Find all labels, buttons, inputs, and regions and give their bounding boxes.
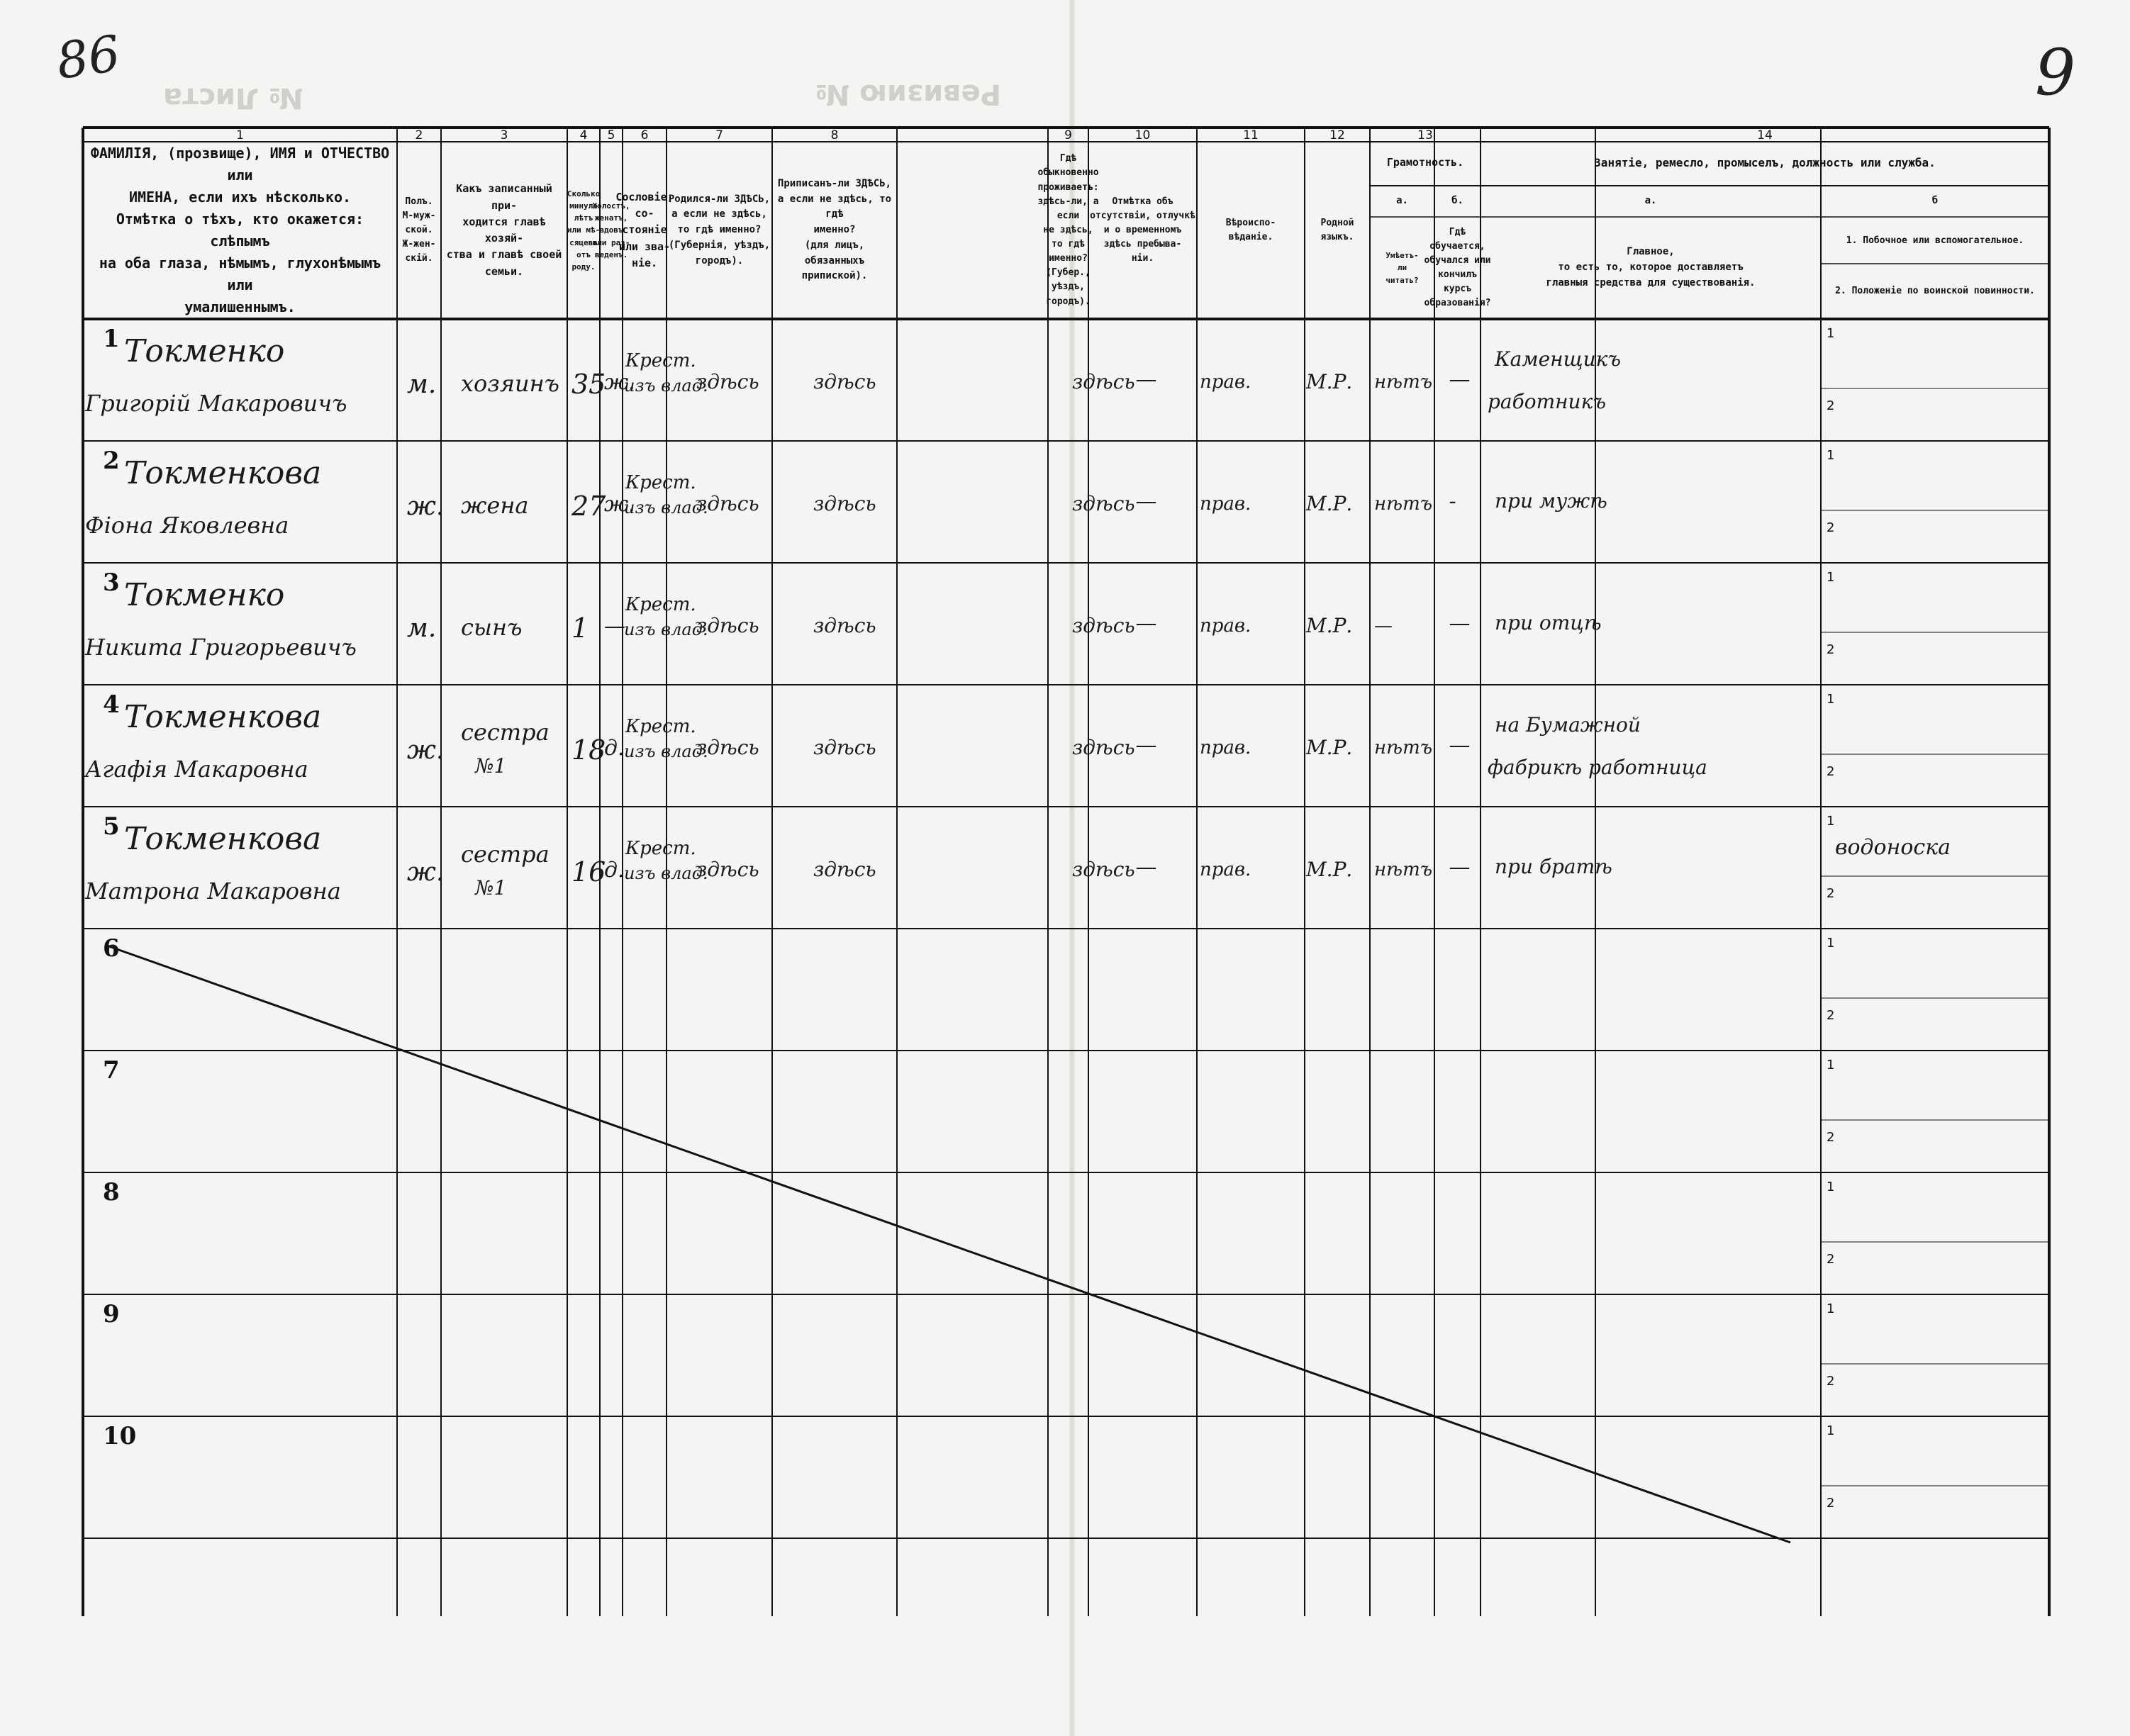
bleed-through-text: Ревизию № [815, 78, 1001, 111]
surname: Токменкова [124, 699, 322, 735]
marital-status: ж. [604, 492, 635, 517]
header-occupation-a-label: а. [1644, 195, 1657, 207]
native-language: М.Р. [1306, 370, 1353, 393]
slot-label-1: 1 [1827, 1423, 1835, 1438]
estate: Крест. [625, 350, 696, 371]
religion: прав. [1200, 737, 1251, 758]
sheet-number-note: 9 [2035, 35, 2076, 110]
header-literacy: Грамотность. [1386, 156, 1464, 169]
religion: прав. [1200, 493, 1251, 515]
column-number: 12 [1329, 128, 1345, 142]
native-language: М.Р. [1306, 492, 1353, 515]
slot-label-2: 2 [1827, 520, 1835, 535]
row-number: 3 [103, 569, 120, 597]
slot-label-2: 2 [1827, 886, 1835, 901]
header-sex: Полъ. М-муж- ской. Ж-жен- скій. [402, 196, 436, 264]
registration: здѣсь [813, 492, 876, 515]
column-number: 9 [1064, 128, 1072, 142]
marital-status: д. [604, 736, 625, 761]
native-language: М.Р. [1306, 736, 1353, 759]
slot-label-2: 2 [1827, 398, 1835, 413]
religion: прав. [1200, 371, 1251, 393]
column-number: 14 [1757, 128, 1773, 142]
column-number: 13 [1417, 128, 1433, 142]
relation: сестра [461, 841, 550, 868]
header-military-status: 2. Положеніе по воинской повинности. [1835, 285, 2035, 296]
registration: здѣсь [813, 858, 876, 881]
column-number: 6 [640, 128, 649, 142]
given-names: Агафія Макаровна [85, 756, 308, 783]
row-number: 8 [103, 1178, 120, 1206]
literacy: нѣтъ [1374, 371, 1433, 393]
relation-ref: №1 [475, 876, 507, 900]
estate-detail: изъ влад. [624, 863, 708, 883]
registration: здѣсь [813, 736, 876, 759]
header-absence: Отмѣтка объ отсутствіи, отлучкѣ и о временномъ здѣсь пребыва- ніи. [1090, 196, 1195, 264]
side-occupation: водоноска [1835, 835, 1951, 860]
main-occupation: при отцѣ [1495, 611, 1602, 634]
slot-label-2: 2 [1827, 642, 1835, 657]
slot-label-2: 2 [1827, 764, 1835, 779]
slot-label-1: 1 [1827, 448, 1835, 463]
slot-label-1: 1 [1827, 326, 1835, 341]
estate-detail: изъ влад. [624, 498, 708, 517]
header-can-read: Умѣетъ- ли читать? [1385, 251, 1419, 285]
literacy: нѣтъ [1374, 859, 1433, 880]
estate: Крест. [625, 716, 696, 737]
slot-label-2: 2 [1827, 1008, 1835, 1023]
education: — [1449, 733, 1471, 758]
slot-label-1: 1 [1827, 1058, 1835, 1073]
literacy: нѣтъ [1374, 493, 1433, 515]
main-occupation: Каменщикъ [1495, 347, 1622, 371]
row-number: 2 [103, 447, 120, 475]
header-education: Гдѣ обучается, обучался или кончилъ курсъ образованія? [1424, 226, 1491, 309]
sex: ж. [407, 736, 445, 765]
column-number: 4 [579, 128, 588, 142]
absence: — [1135, 489, 1157, 514]
absence: — [1135, 733, 1157, 758]
birthplace: здѣсь [696, 492, 759, 515]
age: 1 [571, 612, 589, 644]
column-number: 7 [715, 128, 723, 142]
residence: здѣсь [1072, 370, 1135, 393]
header-residence: Гдѣ обыкновенно проживаетъ: здѣсь-ли, а если не здѣсь, то гдѣ именно? (Губер., уѣздъ, городъ). [1037, 153, 1099, 307]
surname: Токменко [124, 577, 285, 613]
row-number: 1 [103, 325, 120, 353]
estate: Крест. [625, 472, 696, 493]
religion: прав. [1200, 615, 1251, 637]
birthplace: здѣсь [696, 858, 759, 881]
age: 18 [571, 734, 606, 766]
header-religion: Вѣроиспо- вѣданіе. [1225, 217, 1276, 242]
row-number: 4 [103, 690, 120, 719]
birthplace: здѣсь [696, 614, 759, 637]
absence: — [1135, 611, 1157, 636]
surname: Токменко [124, 333, 285, 369]
column-number: 10 [1134, 128, 1151, 142]
header-age: Сколько минуло лѣтъ или мѣ- сяцевъ отъ роду. [567, 189, 601, 271]
marital-status: ж. [604, 370, 635, 395]
sex: ж. [407, 858, 445, 887]
slot-label-1: 1 [1827, 936, 1835, 951]
given-names: Фіона Яковлевна [85, 512, 289, 539]
slot-label-1: 1 [1827, 1301, 1835, 1316]
religion: прав. [1200, 859, 1251, 880]
column-number: 8 [830, 128, 839, 142]
header-estate: Сословіе, со- стояніе или зва- ніе. [615, 190, 674, 269]
row-number: 7 [103, 1056, 120, 1085]
slot-label-2: 2 [1827, 1252, 1835, 1267]
marital-status: д. [604, 858, 625, 883]
relation: хозяинъ [461, 370, 559, 397]
column-number: 11 [1243, 128, 1259, 142]
header-main-occupation: Главное, то есть то, которое доставляетъ главныя средства для существованія. [1546, 246, 1756, 289]
relation: жена [461, 492, 529, 519]
slot-label-2: 2 [1827, 1374, 1835, 1389]
residence: здѣсь [1072, 858, 1135, 881]
row-number: 10 [103, 1422, 137, 1450]
age: 35 [571, 369, 606, 400]
slot-label-1: 1 [1827, 1180, 1835, 1194]
header-occupation: Занятіе, ремесло, промыселъ, должность или служба. [1594, 155, 1936, 169]
bleed-through-text: № Листа [163, 82, 303, 114]
header-literacy-a-label: а. [1396, 195, 1408, 207]
residence: здѣсь [1072, 736, 1135, 759]
sex: м. [407, 614, 437, 643]
education: — [1449, 367, 1471, 392]
slot-label-1: 1 [1827, 814, 1835, 829]
cross-out-line [105, 945, 1790, 1542]
slot-label-1: 1 [1827, 692, 1835, 707]
estate-detail: изъ влад. [624, 741, 708, 761]
header-birthplace: Родился-ли ЗДѢСЬ, а если не здѣсь, то гдѣ именно? (Губернія, уѣздъ, городъ). [668, 193, 771, 267]
literacy: — [1374, 615, 1393, 637]
archive-page-note: 86 [52, 24, 124, 91]
native-language: М.Р. [1306, 858, 1353, 881]
header-name: ФАМИЛІЯ, (прозвище), ИМЯ и ОТЧЕСТВО или ИМЕНА, если ихъ нѣсколько. Отмѣтка о тѣхъ, кто окажется: слѣпымъ на оба глаза, нѣмымъ, глухонѣмымъ или умалишеннымъ. [90, 145, 390, 315]
main-occupation-detail: работникъ [1488, 390, 1606, 413]
given-names: Матрона Макаровна [85, 878, 341, 905]
header-relation: Какъ записанный при- ходится главѣ хозяй- ства и главѣ своей семьи. [446, 182, 562, 278]
main-occupation-detail: фабрикѣ работница [1488, 756, 1707, 779]
sex: м. [407, 370, 437, 399]
slot-label-2: 2 [1827, 1130, 1835, 1145]
residence: здѣсь [1072, 614, 1135, 637]
surname: Токменкова [124, 821, 322, 857]
education: - [1449, 489, 1456, 514]
given-names: Григорій Макаровичъ [85, 390, 347, 417]
relation: сынъ [461, 614, 523, 641]
sex: ж. [407, 492, 445, 521]
marital-status: — [604, 614, 625, 639]
education: — [1449, 855, 1471, 880]
registration: здѣсь [813, 370, 876, 393]
birthplace: здѣсь [696, 370, 759, 393]
given-names: Никита Григорьевичъ [85, 634, 357, 661]
column-number: 2 [415, 128, 423, 142]
native-language: М.Р. [1306, 614, 1353, 637]
header-occupation-b-label: б [1931, 195, 1939, 207]
absence: — [1135, 855, 1157, 880]
residence: здѣсь [1072, 492, 1135, 515]
absence: — [1135, 367, 1157, 392]
row-number: 5 [103, 812, 120, 841]
relation-ref: №1 [475, 754, 507, 778]
main-occupation: при мужѣ [1495, 489, 1607, 513]
header-side-occupation: 1. Побочное или вспомогательное. [1846, 235, 2024, 246]
estate: Крест. [625, 594, 696, 615]
column-number: 3 [500, 128, 508, 142]
header-literacy-b-label: б. [1451, 195, 1463, 207]
header-language: Родной языкъ. [1320, 217, 1354, 242]
estate-detail: изъ влад. [624, 376, 708, 396]
education: — [1449, 611, 1471, 636]
literacy: нѣтъ [1374, 737, 1433, 758]
age: 27 [571, 491, 606, 522]
main-occupation: при братѣ [1495, 855, 1612, 878]
slot-label-1: 1 [1827, 570, 1835, 585]
column-number: 5 [607, 128, 615, 142]
estate: Крест. [625, 838, 696, 859]
slot-label-2: 2 [1827, 1496, 1835, 1511]
header-registration: Приписанъ-ли ЗДѢСЬ, а если не здѣсь, то гдѣ именно? (для лицъ, обязанныхъ припиской). [777, 178, 892, 282]
row-number: 9 [103, 1300, 120, 1328]
registration: здѣсь [813, 614, 876, 637]
relation: сестра [461, 719, 550, 746]
main-occupation: на Бумажной [1495, 713, 1641, 737]
header-marital: Холостъ, женатъ, вдовъ или раз- веденъ. [592, 201, 630, 259]
age: 16 [571, 856, 606, 887]
row-number: 6 [103, 934, 120, 963]
estate-detail: изъ влад. [624, 620, 708, 639]
surname: Токменкова [124, 455, 322, 491]
column-number: 1 [236, 128, 244, 142]
birthplace: здѣсь [696, 736, 759, 759]
